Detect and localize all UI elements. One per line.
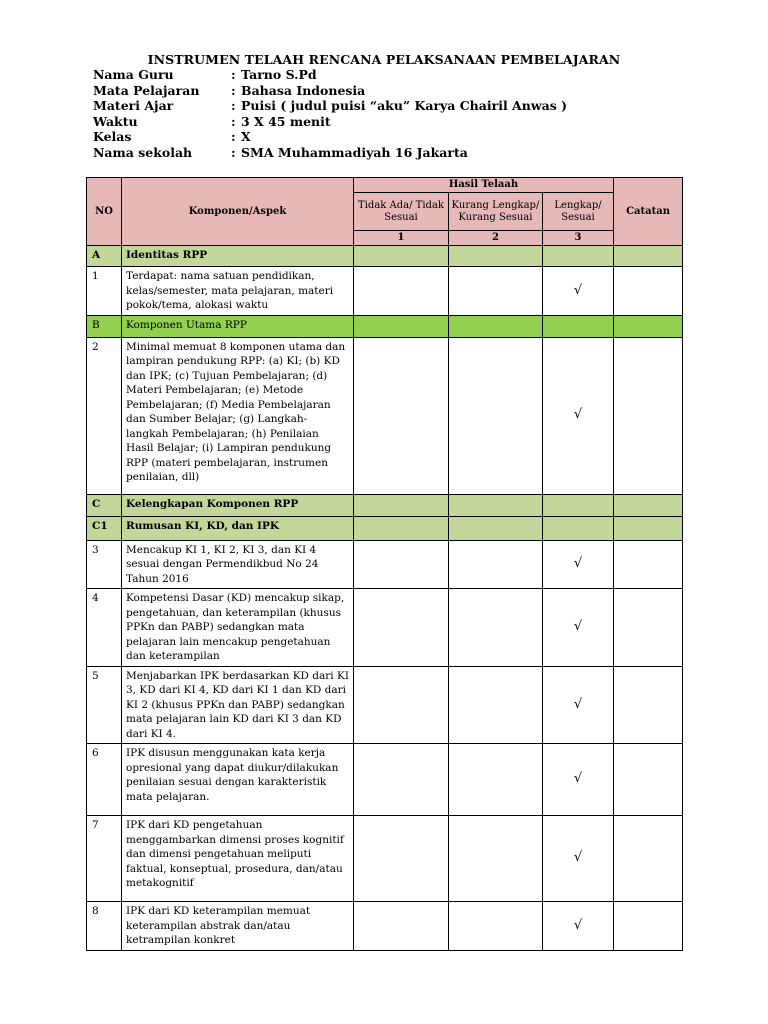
identity-block	[93, 67, 567, 161]
info-separator: :	[231, 82, 236, 98]
table-row	[87, 902, 683, 951]
check-mark: √	[543, 902, 614, 951]
row-number: 5	[87, 666, 122, 744]
info-row-guru	[93, 67, 567, 83]
catatan-cell	[614, 267, 683, 316]
row-aspect: Menjabarkan IPK berdasarkan KD dari KI 3, KD dari KI 4, KD dari KI 1 dan KD dari KI 2 (khusus PPKn dan PABP) sedangkan mata pelajaran lain KD dari KI 3 dan KD dari KI 4.	[122, 666, 354, 744]
check-mark: √	[543, 540, 614, 589]
check-mark: √	[543, 666, 614, 744]
table-row	[87, 666, 683, 744]
info-label: Materi Ajar	[93, 98, 174, 114]
info-label: Waktu	[93, 113, 138, 129]
row-aspect: Kelengkapan Komponen RPP	[122, 494, 354, 516]
row-aspect: IPK disusun menggunakan kata kerja opresional yang dapat diukur/dilakukan penilaian sesuai dengan karakteristik mata pelajaran.	[122, 744, 354, 816]
header-tidak-ada: Tidak Ada/ Tidak Sesuai	[354, 193, 449, 231]
info-value: 3 X 45 menit	[241, 113, 331, 129]
catatan-cell	[614, 744, 683, 816]
info-separator: :	[231, 129, 236, 145]
info-row-sekolah	[93, 145, 567, 161]
catatan-cell	[614, 816, 683, 902]
info-separator: :	[231, 98, 236, 114]
section-row	[87, 494, 683, 516]
table-row	[87, 744, 683, 816]
header-hasil-telaah: Hasil Telaah	[354, 178, 614, 193]
info-row-kelas	[93, 129, 567, 145]
row-aspect: IPK dari KD keterampilan memuat keterampilan abstrak dan/atau ketrampilan konkret	[122, 902, 354, 951]
catatan-cell	[614, 540, 683, 589]
row-number: 1	[87, 267, 122, 316]
row-aspect: Komponen Utama RPP	[122, 315, 354, 337]
header-komponen: Komponen/Aspek	[122, 178, 354, 246]
check-mark: √	[543, 744, 614, 816]
row-number: C1	[87, 516, 122, 540]
catatan-cell	[614, 902, 683, 951]
table-row	[87, 267, 683, 316]
section-row	[87, 516, 683, 540]
header-kurang-lengkap: Kurang Lengkap/ Kurang Sesuai	[449, 193, 543, 231]
catatan-cell	[614, 589, 683, 667]
info-label: Kelas	[93, 129, 132, 145]
catatan-cell	[614, 666, 683, 744]
row-aspect: Rumusan KI, KD, dan IPK	[122, 516, 354, 540]
row-aspect: Minimal memuat 8 komponen utama dan lampiran pendukung RPP: (a) KI; (b) KD dan IPK; (c) Tujuan Pembelajaran; (d) Materi Pembelajaran; (e) Metode Pembelajaran; (f) Media Pembelajaran dan Sumber Belajar; (g) Langkah-langkah Pembelajaran; (h) Penilaian Hasil Belajar; (i) Lampiran pendukung RPP (materi pembelajaran, instrumen penilaian, dll)	[122, 337, 354, 494]
row-aspect: Terdapat: nama satuan pendidikan, kelas/semester, mata pelajaran, materi pokok/tema, alokasi waktu	[122, 267, 354, 316]
info-value: Bahasa Indonesia	[241, 82, 366, 98]
info-separator: :	[231, 113, 236, 129]
table-row	[87, 540, 683, 589]
row-aspect: Kompetensi Dasar (KD) mencakup sikap, pengetahuan, dan keterampilan (khusus PPKn dan PABP) sedangkan mata pelajaran lain mencakup pengetahuan dan keterampilan	[122, 589, 354, 667]
check-mark: √	[543, 337, 614, 494]
check-mark: √	[543, 816, 614, 902]
document-title: INSTRUMEN TELAAH RENCANA PELAKSANAAN PEMBELAJARAN	[147, 52, 621, 67]
table-row	[87, 337, 683, 494]
info-label: Mata Pelajaran	[93, 82, 200, 98]
info-label: Nama sekolah	[93, 144, 193, 160]
row-number: 6	[87, 744, 122, 816]
info-row-materi	[93, 98, 567, 114]
table-row	[87, 816, 683, 902]
row-number: C	[87, 494, 122, 516]
row-number: 7	[87, 816, 122, 902]
info-separator: :	[231, 67, 236, 82]
row-number: 4	[87, 589, 122, 667]
review-table	[86, 177, 683, 951]
check-mark: √	[543, 267, 614, 316]
row-aspect: Mencakup KI 1, KI 2, KI 3, dan KI 4 sesuai dengan Permendikbud No 24 Tahun 2016	[122, 540, 354, 589]
row-aspect: IPK dari KD pengetahuan menggambarkan dimensi proses kognitif dan dimensi pengetahuan meliputi faktual, konseptual, prosedura, dan/atau metakognitif	[122, 816, 354, 902]
table-row	[87, 589, 683, 667]
info-row-waktu	[93, 114, 567, 130]
header-lengkap: Lengkap/ Sesuai	[543, 193, 614, 231]
info-value: SMA Muhammadiyah 16 Jakarta	[241, 144, 468, 160]
info-value: Puisi ( judul puisi “aku” Karya Chairil Anwas )	[241, 98, 568, 114]
row-number: 2	[87, 337, 122, 494]
info-value: X	[241, 129, 251, 145]
row-number: 3	[87, 540, 122, 589]
info-separator: :	[231, 144, 236, 160]
catatan-cell	[614, 337, 683, 494]
row-number: A	[87, 246, 122, 267]
header-score-1: 1	[354, 231, 449, 246]
header-catatan: Catatan	[614, 178, 683, 246]
row-aspect: Identitas RPP	[122, 246, 354, 267]
info-row-mapel	[93, 83, 567, 99]
section-row	[87, 246, 683, 267]
check-mark: √	[543, 589, 614, 667]
row-number: 8	[87, 902, 122, 951]
header-score-3: 3	[543, 231, 614, 246]
info-value: Tarno S.Pd	[241, 67, 317, 82]
section-row	[87, 315, 683, 337]
header-no: NO	[87, 178, 122, 246]
row-number: B	[87, 315, 122, 337]
header-score-2: 2	[449, 231, 543, 246]
info-label: Nama Guru	[93, 67, 174, 82]
